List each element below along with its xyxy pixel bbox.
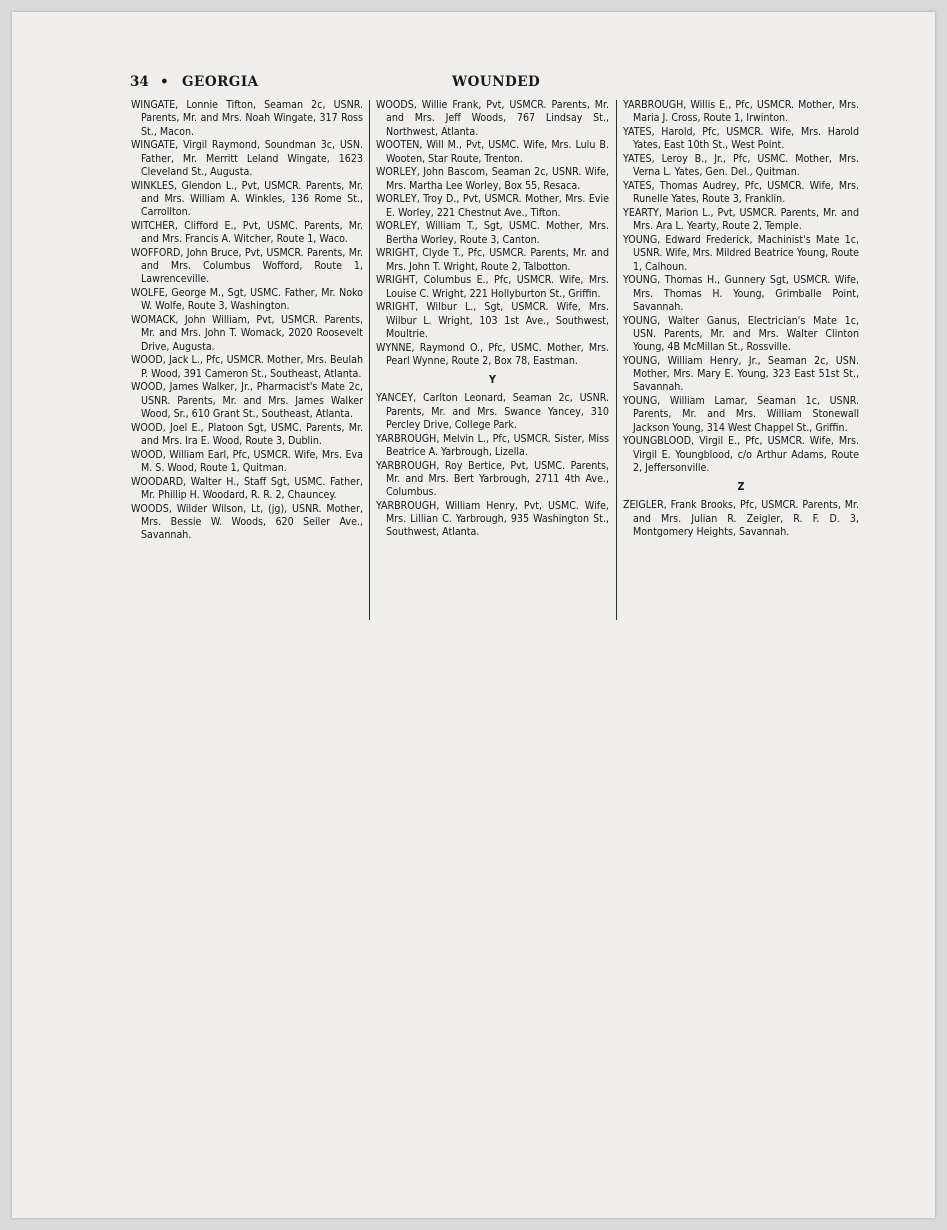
column-2 bbox=[376, 99, 609, 540]
casualty-entry: WITCHER, Clifford E., Pvt, USMC. Parents, Mr. and Mrs. Francis A. Witcher, Route 1, Waco. bbox=[131, 219, 363, 245]
casualty-entry: YATES, Harold, Pfc, USMCR. Wife, Mrs. Harold Yates, East 10th St., West Point. bbox=[623, 126, 859, 152]
casualty-entry: WINGATE, Virgil Raymond, Soundman 3c, USN. Father, Mr. Merritt Leland Wingate, 1623 Cleveland St., Augusta. bbox=[131, 139, 363, 178]
casualty-entry: WOODS, Willie Frank, Pvt, USMCR. Parents, Mr. and Mrs. Jeff Woods, 767 Lindsay St., Northwest, Atlanta. bbox=[376, 99, 609, 138]
casualty-entry: YARBROUGH, William Henry, Pvt, USMC. Wife, Mrs. Lillian C. Yarbrough, 935 Washington St., Southwest, Atlanta. bbox=[376, 499, 609, 539]
casualty-entry: YARBROUGH, Roy Bertice, Pvt, USMC. Parents, Mr. and Mrs. Bert Yarbrough, 2711 4th Ave., Columbus. bbox=[376, 459, 609, 498]
casualty-entry: YANCEY, Carlton Leonard, Seaman 2c, USNR. Parents, Mr. and Mrs. Swance Yancey, 310 Percley Drive, College Park. bbox=[376, 392, 609, 431]
casualty-entry: YOUNG, Walter Ganus, Electrician's Mate 1c, USN. Parents, Mr. and Mrs. Walter Clinton Young, 4B McMillan St., Rossville. bbox=[623, 314, 859, 353]
header-bullet: • bbox=[160, 74, 169, 90]
casualty-entry: YOUNG, Thomas H., Gunnery Sgt, USMCR. Wife, Mrs. Thomas H. Young, Grimballe Point, Savannah. bbox=[623, 274, 859, 313]
column-3 bbox=[623, 99, 859, 540]
casualty-entry: YATES, Leroy B., Jr., Pfc, USMC. Mother, Mrs. Verna L. Yates, Gen. Del., Quitman. bbox=[623, 153, 859, 179]
casualty-entry: WRIGHT, Columbus E., Pfc, USMCR. Wife, Mrs. Louise C. Wright, 221 Hollyburton St., Griffin. bbox=[376, 274, 609, 300]
casualty-entry: WOOD, James Walker, Jr., Pharmacist's Mate 2c, USNR. Parents, Mr. and Mrs. James Walker Wood, Sr., 610 Grant St., Southeast, Atlanta. bbox=[131, 381, 363, 420]
casualty-entry: YARBROUGH, Willis E., Pfc, USMCR. Mother, Mrs. Maria J. Cross, Route 1, Irwinton. bbox=[623, 99, 859, 125]
state-heading: GEORGIA bbox=[182, 74, 259, 90]
casualty-entry: WRIGHT, Wilbur L., Sgt, USMCR. Wife, Mrs. Wilbur L. Wright, 103 1st Ave., Southwest, Moultrie. bbox=[376, 301, 609, 340]
casualty-entry: WINKLES, Glendon L., Pvt, USMCR. Parents, Mr. and Mrs. William A. Winkles, 136 Rome St., Carrollton. bbox=[131, 179, 363, 218]
casualty-entry: YATES, Thomas Audrey, Pfc, USMCR. Wife, Mrs. Runelle Yates, Route 3, Franklin. bbox=[623, 180, 859, 206]
casualty-entry: YARBROUGH, Melvin L., Pfc, USMCR. Sister, Miss Beatrice A. Yarbrough, Lizella. bbox=[376, 432, 609, 458]
casualty-entry: WORLEY, Troy D., Pvt, USMCR. Mother, Mrs. Evie E. Worley, 221 Chestnut Ave., Tifton. bbox=[376, 193, 609, 219]
casualty-entry: WOLFE, George M., Sgt, USMC. Father, Mr. Noko W. Wolfe, Route 3, Washington. bbox=[131, 287, 363, 313]
column-divider-1 bbox=[369, 100, 370, 620]
page-header bbox=[130, 74, 872, 96]
section-heading: WOUNDED bbox=[452, 74, 541, 90]
casualty-entry: WOODS, Wilder Wilson, Lt, (jg), USNR. Mother, Mrs. Bessie W. Woods, 620 Seiler Ave., Savannah. bbox=[131, 502, 363, 541]
column-divider-2 bbox=[616, 100, 617, 620]
page-number: 34 bbox=[130, 74, 149, 90]
casualty-entry: WYNNE, Raymond O., Pfc, USMC. Mother, Mrs. Pearl Wynne, Route 2, Box 78, Eastman. bbox=[376, 341, 609, 367]
casualty-entry: WOOD, Jack L., Pfc, USMCR. Mother, Mrs. Beulah P. Wood, 391 Cameron St., Southeast, Atlanta. bbox=[131, 354, 363, 380]
casualty-entry: YEARTY, Marion L., Pvt, USMCR. Parents, Mr. and Mrs. Ara L. Yearty, Route 2, Temple. bbox=[623, 207, 859, 233]
casualty-entry: WOOTEN, Will M., Pvt, USMC. Wife, Mrs. Lulu B. Wooten, Star Route, Trenton. bbox=[376, 139, 609, 165]
casualty-entry: WORLEY, John Bascom, Seaman 2c, USNR. Wife, Mrs. Martha Lee Worley, Box 55, Resaca. bbox=[376, 166, 609, 192]
casualty-entry: ZEIGLER, Frank Brooks, Pfc, USMCR. Parents, Mr. and Mrs. Julian R. Zeigler, R. F. D. 3, Montgomery Heights, Savannah. bbox=[623, 499, 859, 538]
casualty-entry: WORLEY, William T., Sgt, USMC. Mother, Mrs. Bertha Worley, Route 3, Canton. bbox=[376, 220, 609, 246]
casualty-entry: WINGATE, Lonnie Tifton, Seaman 2c, USNR. Parents, Mr. and Mrs. Noah Wingate, 317 Ross St., Macon. bbox=[131, 99, 363, 138]
casualty-entry: WRIGHT, Clyde T., Pfc, USMCR. Parents, Mr. and Mrs. John T. Wright, Route 2, Talbotton. bbox=[376, 247, 609, 273]
casualty-entry: WOOD, William Earl, Pfc, USMCR. Wife, Mrs. Eva M. S. Wood, Route 1, Quitman. bbox=[131, 448, 363, 474]
casualty-entry: WOMACK, John William, Pvt, USMCR. Parents, Mr. and Mrs. John T. Womack, 2020 Roosevelt Drive, Augusta. bbox=[131, 314, 363, 353]
casualty-entry: YOUNGBLOOD, Virgil E., Pfc, USMCR. Wife, Mrs. Virgil E. Youngblood, c/o Arthur Adams, Route 2, Jeffersonville. bbox=[623, 435, 859, 474]
casualty-entry: YOUNG, William Lamar, Seaman 1c, USNR. Parents, Mr. and Mrs. William Stonewall Jackson Young, 314 West Chappel St., Griffin. bbox=[623, 395, 859, 434]
casualty-entry: WOODARD, Walter H., Staff Sgt, USMC. Father, Mr. Phillip H. Woodard, R. R. 2, Chauncey. bbox=[131, 475, 363, 501]
section-letter: Z bbox=[737, 481, 745, 493]
section-letter: Y bbox=[489, 374, 496, 386]
casualty-entry: YOUNG, Edward Frederick, Machinist's Mate 1c, USNR. Wife, Mrs. Mildred Beatrice Young, Route 1, Calhoun. bbox=[623, 234, 859, 273]
column-1 bbox=[131, 99, 363, 543]
casualty-entry: YOUNG, William Henry, Jr., Seaman 2c, USN. Mother, Mrs. Mary E. Young, 323 East 51st St., Savannah. bbox=[623, 354, 859, 394]
casualty-entry: WOOD, Joel E., Platoon Sgt, USMC. Parents, Mr. and Mrs. Ira E. Wood, Route 3, Dublin. bbox=[131, 421, 363, 447]
casualty-entry: WOFFORD, John Bruce, Pvt, USMCR. Parents, Mr. and Mrs. Columbus Wofford, Route 1, Lawrenceville. bbox=[131, 246, 363, 286]
document-page bbox=[12, 12, 935, 1218]
